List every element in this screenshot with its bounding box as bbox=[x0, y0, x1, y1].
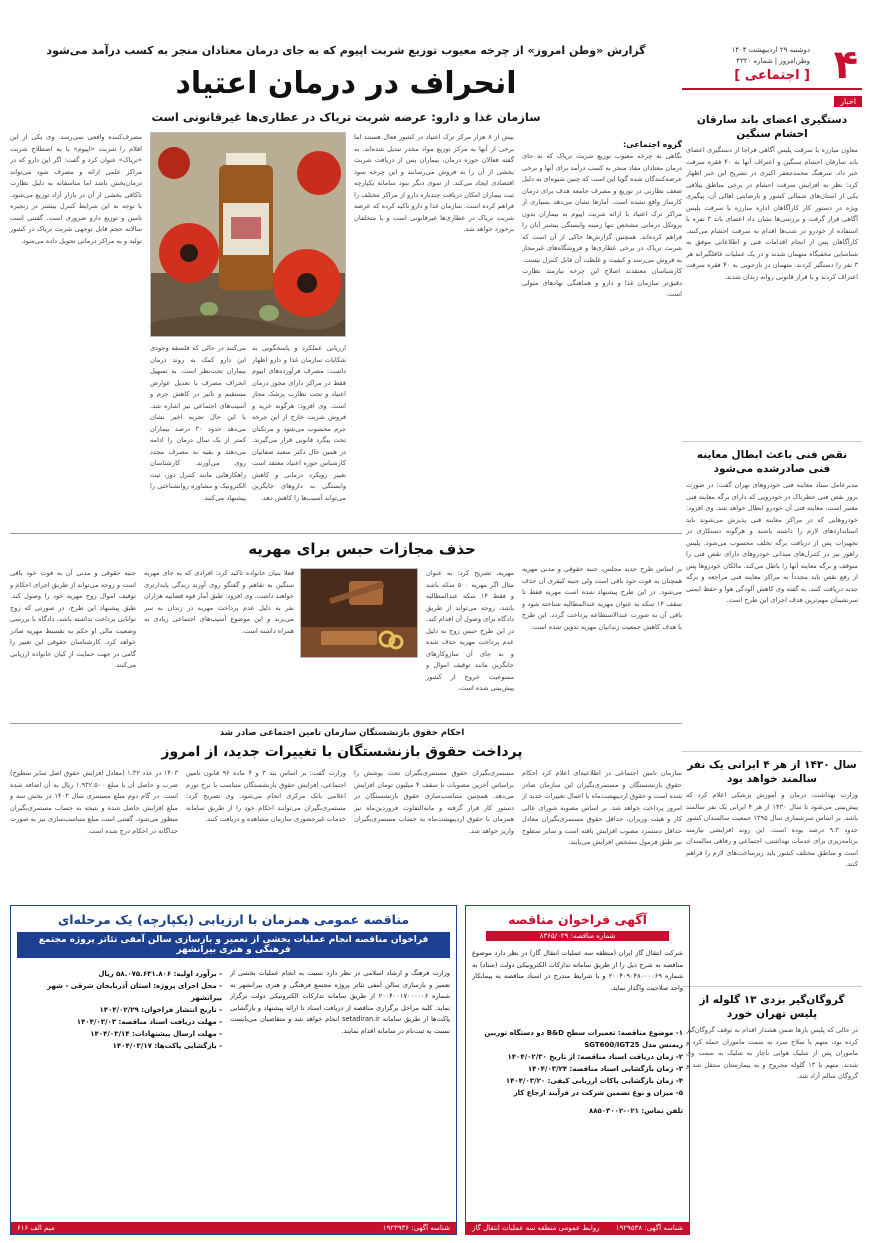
lead-subhead: سازمان غذا و دارو: عرضه شربت تریاک در عطاری‌ها غیرقانونی است bbox=[151, 110, 541, 124]
lead-text: می‌کنند در حالی که فلسفه وجودی این دارو کمک به روند درمان بیماران تحت‌نظر است. به تسهیل انحراف مصرف با تعدیل عوارض مستقیم و تاثیر در کاهش جرم و آسیب‌های اجتماعی نیز اشاره شد. با این حال تجربه اخیر نشان می‌دهد حدود ۳۰ درصد بیماران کمتر از یک سال درمان را ادامه می‌دهند و بقیه به مصرف مجدد روی می‌آورند. کارشناسان راهکارهایی مانند کنترل دوز، ثبت الکترونیک و مشاوره روانشناختی را پیشنهاد می‌کنند. bbox=[150, 344, 246, 502]
culture-tender-item: - مهلت دریافت اسناد مناقصه: ۱۴۰۴/۰۳/۰۳ bbox=[76, 1018, 222, 1026]
gas-tender-item: ۳- زمان بازگشایی اسناد مناقصه: ۱۴۰۴/۰۳/۲۴ bbox=[527, 1065, 683, 1073]
gas-tender-number: شماره مناقصه: ۸۳۶۵/۰۲۹ bbox=[486, 931, 669, 941]
lead-byline: گروه اجتماعی: bbox=[622, 140, 682, 149]
masthead bbox=[682, 40, 862, 90]
side-story-title: نقص فنی باعث ابطال معاینه فنی صادرشده می‌شود bbox=[696, 449, 848, 476]
pension-column bbox=[10, 768, 178, 910]
prison-title: حذف مجازات حبس برای مهریه bbox=[248, 540, 476, 558]
culture-tender-items bbox=[17, 968, 222, 1208]
gas-tender-item: ۱- موضوع مناقصه: تعمیرات سطح B&D دو دستگاه توربین زیمنس مدل SGT600/IGT25 bbox=[484, 1029, 683, 1049]
sidebar bbox=[682, 40, 862, 1235]
prison-story bbox=[10, 533, 682, 723]
gas-tender-contact: تلفن تماس: ۰۲۱-۸۸۵۰۳۰۰۲ bbox=[588, 1107, 683, 1115]
issue-number: وطن‌امروز | شماره ۴۳۲۰ bbox=[736, 57, 810, 65]
gas-tender-item: ۵- میزان و نوع تضمین شرکت در فرآیند ارجاع کار bbox=[513, 1089, 683, 1097]
culture-tender-item: - مهلت ارسال پیشنهادات: ۱۴۰۴/۰۳/۱۴ bbox=[90, 1030, 222, 1038]
prison-column bbox=[144, 568, 294, 718]
culture-tender-item: - برآورد اولیه: ۵۸.۰۷۵.۶۳۱.۸۰۶ ریال bbox=[98, 970, 222, 978]
side-story-body: وزارت بهداشت، درمان و آموزش پزشکی اعلام کرد که پیش‌بینی می‌شود تا سال ۱۴۳۰ از هر ۴ ایرانی یک نفر سالمند باشد. بر اساس سرشماری سال ۱۳۹۵ جمعیت سالمندان کشور حدود ۹.۳ درصد بوده است. این روند افزایشی نیازمند برنامه‌ریزی برای خدمات بهداشتی، اجتماعی و رفاهی سالمندان است و مناطق مختلف کشور باید زیرساخت‌های لازم را فراهم کنند. bbox=[686, 791, 858, 869]
lead-column bbox=[150, 343, 246, 533]
lead-photo bbox=[150, 132, 346, 337]
side-story bbox=[682, 987, 862, 1202]
lead-column bbox=[354, 132, 514, 532]
prison-column bbox=[426, 568, 514, 718]
lead-column bbox=[522, 132, 682, 532]
main-column bbox=[10, 40, 682, 913]
gavel-photo bbox=[300, 568, 418, 658]
lead-kicker: گزارش «وطن امروز» از چرخه معیوب توزیع شربت اپیوم که به جای درمان معتادان منجر به کسب درآمد می‌شود bbox=[46, 44, 646, 57]
gas-tender-sponsor: روابط عمومی منطقه سه عملیات انتقال گاز bbox=[472, 1224, 600, 1232]
gavel-rings-illustration bbox=[300, 569, 417, 658]
issue-date: دوشنبه ۲۹ اردیبهشت ۱۴۰۴ bbox=[731, 46, 810, 54]
pension-text: مستمری‌بگیران حقوق مستمری‌بگیران تحت پوشش را براساس آخرین مصوبات تا سقف ۴ میلیون تومان افزایش می‌دهد. همچنین متناسب‌سازی حقوق بازنشستگان در دستور کار قرار گرفته و مابه‌التفاوت فروردین‌ماه نیز همزمان با حقوق اردیبهشت‌ماه به حساب مستمری‌بگیران واریز خواهد شد. bbox=[354, 769, 514, 835]
pension-column bbox=[186, 768, 346, 910]
side-story-body: معاون مبارزه با سرقت پلیس آگاهی فراجا از دستگیری اعضای باند سارقان احشام سنگین و اعتراف آنها به ۴۰ فقره سرقت خبر داد. سرهنگ محمدجعفر اکبری در تشریح این خبر اظهار کرد: نظر به افزایش سرقت احشام در برخی مناطق ییلاقی یکی از استان‌های شمالی کشور و نارضایتی اهالی آن، پیگیری ویژه در دستور کار کارآگاهان اداره مبارزه با سرقت پلیس آگاهی قرار گرفت و بررسی‌ها نشان داد اعضای باند ۳ نفره با استفاده از خودرو در شب‌ها اقدام به سرقت احشام می‌کنند. کارآگاهان پس از انجام اقدامات فنی و اطلاعاتی موفق به شناسایی مخفیگاه متهمان شدند و در یک عملیات غافلگیرانه هر ۳ نفر را دستگیر کردند. متهمان در بازجویی به ۴۰ فقره سرقت اعتراف کردند و با قرار قانونی روانه زندان شدند. bbox=[686, 146, 858, 281]
side-story-title: سال ۱۴۳۰ از هر ۴ ایرانی یک نفر سالمند خواهد بود bbox=[687, 759, 857, 786]
gas-tender-ad bbox=[465, 905, 690, 1235]
lead-story bbox=[10, 128, 682, 533]
prison-column bbox=[10, 568, 136, 718]
side-story-body: در حالی که پلیس بارها ضمن هشدار اقدام به توقف گروگان‌گیر کرده بود، متهم با سلاح سرد به سمت ماموران حمله کرد و ماموران پس از شلیک هوایی ناچار به شلیک به سمت وی شدند. متهم با ۱۳ گلوله مجروح و به بیمارستان منتقل شد و گروگان سالم آزاد شد. bbox=[686, 1026, 858, 1081]
lead-text: بیش از ۸ هزار مرکز ترک اعتیاد در کشور فعال هستند اما برخی از آنها به مرکز توزیع مواد مخدر تبدیل شده‌اند. به گفته فعالان حوزه درمان، بیماران پس از دریافت شربت بخشی از آن را به فروش می‌رسانند و این چرخه سود اقتصادی ایجاد می‌کند. از سوی دیگر نبود سامانه یکپارچه ثبت بیماران امکان دریافت چندباره دارو از مراکز مختلف را فراهم کرده است. سازمان غذا و دارو تاکید کرده که عرضه شربت تریاک در عطاری‌ها غیرقانونی است و با متخلفان برخورد خواهد شد. bbox=[354, 133, 514, 233]
culture-tender-body: وزارت فرهنگ و ارشاد اسلامی در نظر دارد نسبت به انجام عملیات بخشی از تعمیر و بازسازی سالن آمفی تئاتر پروژه مجتمع فرهنگی و هنری بیرانشهر به شماره ۲۰۰۴۰۰۱۷۰۰۰۰۰۶ از طریق سامانه تدارکات الکترونیکی دولت برگزار نماید. کلیه مراحل برگزاری مناقصه از دریافت اسناد تا ارائه پیشنهاد و بازگشایی پاکت‌ها از طریق سامانه setadiran.ir انجام خواهد شد و متقاضیان می‌بایست نسبت به ثبت‌نام در سامانه اقدام نمایند. bbox=[230, 969, 450, 1035]
side-story-title: گروگان‌گیر بزدی ۱۳ گلوله از پلیس تهران خورد bbox=[699, 994, 845, 1021]
prison-text: مهریه، تصریح کرد: به عنوان مثال اگر مهریه ۵۰۰ سکه باشد و فقط ۱۴ سکه عندالمطالبه باشد، زوجه می‌تواند از طریق دادگاه برای وصول آن اقدام کند. در این طرح حبس زوج به دلیل عدم پرداخت مهریه حذف شده و به جای آن سازوکارهای جایگزین مانند توقیف اموال و ممنوعیت خروج از کشور پیش‌بینی شده است. bbox=[426, 569, 514, 692]
news-label: اخبار bbox=[834, 96, 862, 107]
pension-kicker: احکام حقوق بازنشستگان سازمان تامین اجتماعی صادر شد bbox=[219, 728, 465, 738]
gas-tender-footer bbox=[466, 1222, 689, 1234]
gas-tender-ad-id: شناسه آگهی: ۱۹۲۹۵۳۸ bbox=[615, 1224, 683, 1232]
section-label: [ اجتماعی ] bbox=[734, 68, 810, 83]
culture-tender-footer bbox=[11, 1222, 456, 1234]
culture-tender-item: - بازگشایی پاکت‌ها: ۱۴۰۴/۰۳/۱۷ bbox=[112, 1042, 222, 1050]
poppy-bottle-illustration bbox=[150, 133, 345, 337]
lead-text: ارزیابی عملکرد و پاسخگویی به شکایات سازمان غذا و دارو اظهار داشت: مصرف فرآورده‌های اپیوم فقط در مراکز دارای مجوز درمان اعتیاد و تحت نظارت پزشک مجاز است. وی افزود: هرگونه خرید و فروش شربت خارج از این چرخه جرم محسوب می‌شود و مرتکبان تحت پیگرد قانونی قرار می‌گیرند. در همین حال دکتر سعید صفاتیان کارشناس حوزه اعتیاد معتقد است تغییر رویکرد درمانی و کاهش وابستگی به داروهای جایگزین می‌تواند آسیب‌ها را کاهش دهد. bbox=[252, 344, 346, 502]
prison-text: فعلا بنیان خانواده تاکید کرد: افرادی که به جای مهریه سنگین به تفاهم و گفتگو روی آورند زندگی پایدارتری خواهند داشت. وی افزود: طبق آمار قوه قضاییه هزاران نفر به دلیل عدم پرداخت مهریه در زندان به سر می‌برند و این موضوع آسیب‌های اجتماعی زیادی به همراه داشته است. bbox=[144, 569, 294, 635]
culture-tender-ad-id: شناسه آگهی: ۱۹۲۳۹۳۶ bbox=[382, 1224, 450, 1232]
side-story bbox=[682, 752, 862, 987]
culture-tender-body-wrap bbox=[230, 968, 450, 1208]
culture-tender-bar: فراخوان مناقصه انجام عملیات بخشی از تعمیر و بازسازی سالن آمفی تئاتر پروژه مجتمع فرهنگی و هنری بیرانشهر bbox=[17, 932, 450, 958]
lead-column bbox=[10, 132, 142, 532]
gas-tender-item: ۴- زمان بازگشایی پاکات ارزیابی کیفی: ۱۴۰۴/۰۳/۲۰ bbox=[505, 1077, 683, 1085]
culture-tender-ad bbox=[10, 905, 457, 1235]
side-story bbox=[682, 107, 862, 442]
pension-title: پرداخت حقوق بازنشستگان با تغییرات جدید، از امروز bbox=[161, 744, 523, 760]
side-story-title: دستگیری اعضای باند سارقان احشام سنگین bbox=[696, 114, 848, 141]
prison-text: جنبه حقوقی و مدنی آن به قوت خود باقی است و زوجه می‌تواند از طریق اجرای احکام و توقیف اموال زوج مهریه خود را وصول کند. طبق پیشنهاد این طرح، در صورتی که زوج توانایی پرداخت نداشته باشد، دادگاه با بررسی وضعیت مالی او حکم به تقسیط مهریه صادر خواهد کرد. کارشناسان حقوقی این تغییر را گامی در جهت حمایت از کیان خانواده ارزیابی می‌کنند. bbox=[10, 569, 136, 669]
pension-text: ۱۴۰۳ در عدد ۱.۳۲ (معادل افزایش حقوق اصل سایر سطوح) ضرب و حاصل آن با مبلغ ۱.۹۳۲.۵۰۰ ریال به آن اضافه شده است. در گام دوم مبلغ مستمری سال ۱۴۰۳ در بخش سه و مبلغ افزایش حاصل شده و نتیجه به حساب مستمری‌بگیران منظور می‌شود. گفتنی است مبلغ متناسب‌سازی نیز به صورت جداگانه در احکام درج شده است. bbox=[10, 769, 178, 835]
culture-tender-code: میم الف ۶۱۶ bbox=[17, 1224, 55, 1232]
culture-tender-item: - محل اجرای پروژه: استان آذربایجان شرقی - شهر بیرانشهر bbox=[47, 982, 222, 1002]
gas-tender-items bbox=[466, 1027, 689, 1117]
gas-tender-title: آگهی فراخوان مناقصه bbox=[508, 912, 647, 927]
side-story bbox=[682, 442, 862, 752]
prison-text: بر اساس طرح جدید مجلس، جنبه حقوقی و مدنی مهریه همچنان به قوت خود باقی است ولی جنبه کیفری آن حذف می‌شود. در این طرح پیشنهاد شده است مهریه فقط تا سقف ۱۴ سکه به عنوان مهریه عندالمطالبه شناخته شود و باقی آن به صورت عندالاستطاعه پرداخت گردد. این طرح با هدف کاهش جمعیت زندانیان مهریه تدوین شده است. bbox=[522, 565, 682, 631]
gas-tender-body: شرکت انتقال گاز ایران (منطقه سه عملیات انتقال گاز) در نظر دارد موضوع مناقصه به شرح ذیل را از طریق سامانه تدارکات الکترونیکی دولت (ستاد) به شماره ۲۰۰۴۰۹۰۴۸۰۰۰۰۶۹ و با شرایط مندرج در اسناد مناقصه به پیمانکار واجد صلاحیت واگذار نماید. bbox=[472, 949, 683, 992]
side-story-body: مدیرعامل ستاد معاینه فنی خودروهای تهران گفت: در صورت بروز نقص فنی خطرناک در خودرویی که دارای برگه معاینه فنی معتبر است، معاینه فنی آن خودرو ابطال خواهد شد. وی افزود: خودروهایی که در مراکز معاینه فنی پذیرش می‌شوند باید استانداردهای لازم را داشته باشند و هرگونه دستکاری در تجهیزات پس از دریافت برگه تخلف محسوب می‌شود. پلیس راهور نیز در کنترل‌های میدانی خودروهای دارای نقص فنی را متوقف و برگه معاینه آنها را باطل می‌کند. مالکان خودروها پس از رفع نقص باید مجدداً به مراکز معاینه فنی مراجعه و برگه جدید دریافت کنند. به گفته وی کاهش آلودگی هوا و حفظ ایمنی سرنشینان مهم‌ترین هدف اجرای این طرح است. bbox=[686, 481, 858, 605]
lead-text: نگاهی به چرخه معیوب توزیع شربت تریاک که به جای درمان معتادان مفاد منجر به کسب درآمد برای آنها و برخی عرضه‌کنندگان شده گویا این است که چنین شیوه‌ای به دلیل ضعف نظارتی در توزیع و مصرف جامعه هدف برای درمان کارساز واقع نشده است. آمارها نشان می‌دهد بسیاری از مراکز ترک اعتیاد با ارائه شربت اپیوم به بیماران بدون پروتکل درمانی مشخص تنها زمینه وابستگی بیشتر آنان را فراهم کرده‌اند. همچنین گزارش‌ها حاکی از آن است که شربت تریاک در برخی عطاری‌ها و فروشگاه‌های غیرمجاز به فروش می‌رسد و کیفیت و غلظت آن قابل کنترل نیست. کارشناسان معتقدند اصلاح این چرخه نیازمند نظارت دقیق‌تر سازمان غذا و دارو و هماهنگی نهادهای متولی است. bbox=[522, 152, 682, 298]
pension-text: وزارت گفت: بر اساس بند ۳ و ۴ ماده ۹۶ قانون تامین اجتماعی، افزایش حقوق بازنشستگان متناسب با نرخ تورم اعلامی بانک مرکزی انجام می‌شود. وی تصریح کرد: مستمری‌بگیران می‌توانند احکام خود را از طریق سامانه خدمات غیرحضوری سازمان مشاهده و دریافت کنند. bbox=[186, 769, 346, 823]
page-number: ۴ bbox=[833, 42, 858, 88]
lead-text: مصرف‌کننده واقعی نمی‌رسد. وی یکی از این اقلام را شربت «اپیوم» یا به اصطلاح شربت «تریاک» عنوان کرد و گفت: اگر این دارو که در مراکز علمی ارائه و مصرف شود می‌تواند درمان‌بخش باشد اما متاسفانه به دلیل نظارت ناکافی بخشی از آن در بازار آزاد توزیع می‌شود. با توجه به این شرایط کنترل بیشتر در زنجیره تامین و توزیع دارو ضروری است. گفتنی است سالانه حجم قابل توجهی شربت تریاک در کشور تولید و به مراکز درمانی تحویل داده می‌شود. bbox=[10, 133, 142, 245]
lead-column bbox=[252, 343, 346, 533]
pension-text: سازمان تامین اجتماعی در اطلاعیه‌ای اعلام کرد احکام حقوق بازنشستگان و مستمری‌بگیران این سازمان صادر شده است و حقوق اردیبهشت‌ماه با اعمال تغییرات جدید از امروز پرداخت خواهد شد. بر اساس مصوبه شورای عالی کار و هیئت وزیران، حداقل حقوق مستمری‌بگیران معادل حداقل دستمزد مصوب افزایش یافته است و سایر سطوح نیز طبق فرمول مشخص افزایش می‌یابند. bbox=[522, 769, 682, 846]
pension-column bbox=[354, 768, 514, 910]
prison-column bbox=[522, 564, 682, 719]
lead-headline: انحراف در درمان اعتیاد bbox=[175, 66, 517, 101]
gas-tender-item: ۲- زمان دریافت اسناد مناقصه: از تاریخ ۱۴۰۴/۰۲/۳۰ bbox=[507, 1053, 683, 1061]
culture-tender-title: مناقصه عمومی همزمان با ارزیابی (یکپارچه) یک مرحله‌ای bbox=[57, 912, 410, 927]
pension-story bbox=[10, 723, 682, 913]
culture-tender-item: - تاریخ انتشار فراخوان: ۱۴۰۴/۰۲/۲۹ bbox=[99, 1006, 222, 1014]
pension-column bbox=[522, 768, 682, 910]
